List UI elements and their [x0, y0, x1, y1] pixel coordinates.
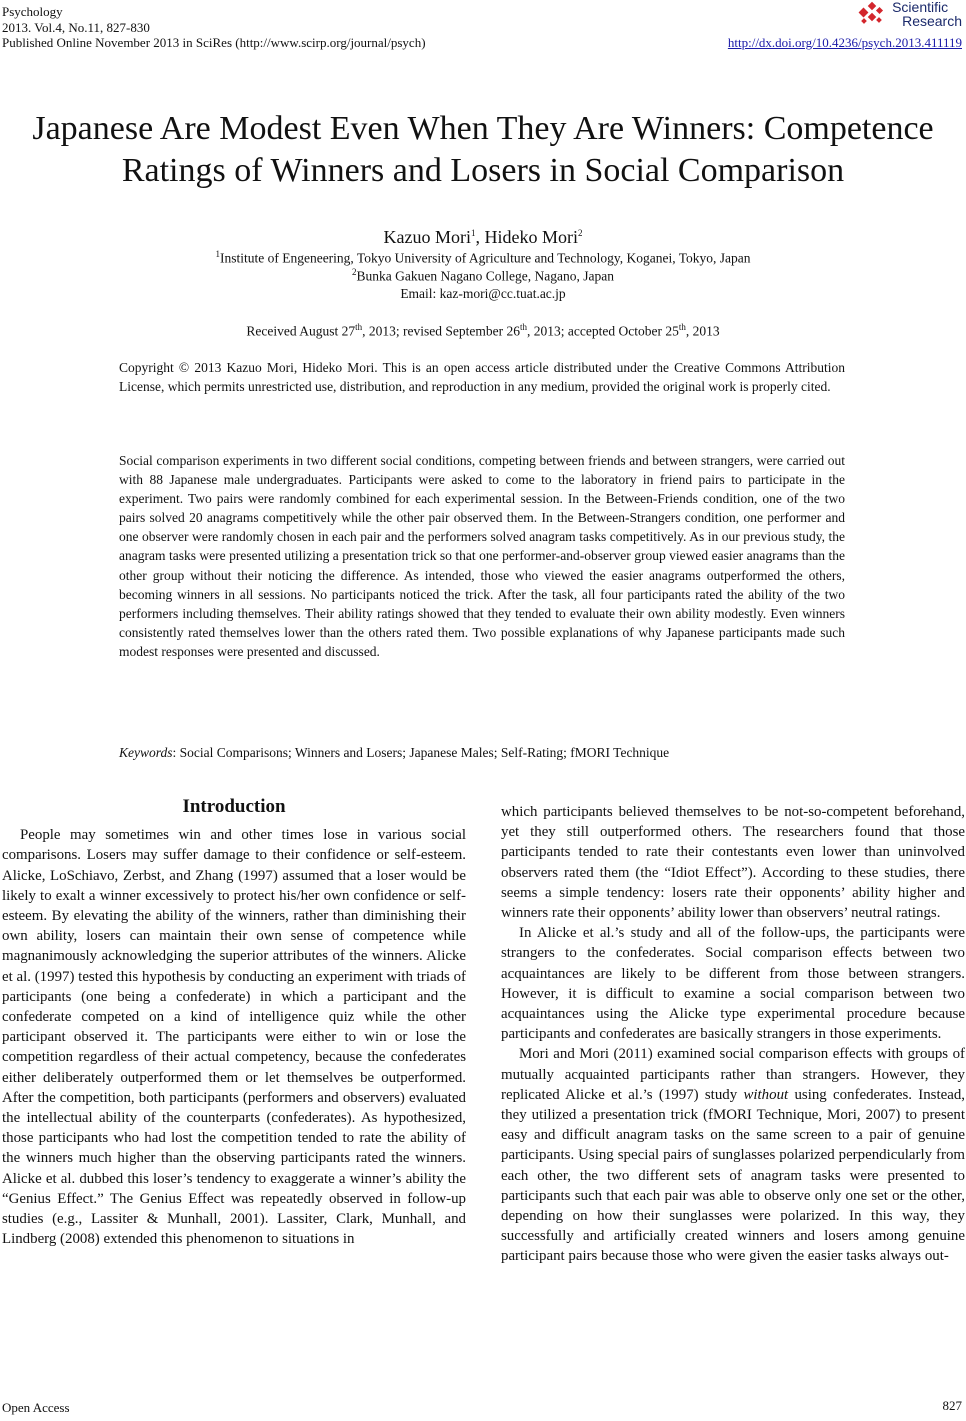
affiliation-1: $^1$Institute of Engeneering, Tokyo University of Agriculture and Technology, Koganei, Tokyo, Japan — [215, 249, 751, 266]
footer-open-access: Open Access — [2, 1400, 70, 1415]
publication-info: Published Online November 2013 in SciRes (http://www.scirp.org/journal/psych) — [2, 35, 426, 50]
author-separator: , — [475, 227, 485, 247]
running-header — [2, 4, 426, 51]
paper-title — [0, 108, 966, 192]
page-number: 827 — [942, 1398, 962, 1413]
author-1-sup: 1 — [470, 228, 476, 238]
volume-info: 2013. Vol.4, No.11, 827-830 — [2, 19, 150, 35]
author-2-sup: 2 — [577, 228, 583, 238]
keywords-label: Keywords — [119, 745, 173, 760]
author-2: Hideko Mori — [484, 227, 578, 247]
publisher-logo — [854, 0, 962, 28]
title-line-2: Ratings of Winners and Losers in Social Comparison — [121, 152, 845, 189]
paragraph: which participants believed themselves to be not-so-competent beforehand, yet they still outperformed others. The researchers found that those participants tended to rate their contestants even lower than uninvolved observers rated them (the “Idiot Effect”). According to these studies, there seems a simple tendency: losers rate their opponents’ ability higher and winners rate their opponents’ ability lower than observers’ neutral ratings. — [501, 804, 965, 922]
paragraph: Mori and Mori (2011) examined social comparison effects with groups of mutually acquainted participants rather than strangers. However, they replicated Alicke et al.’s (1997) study without using confederates. Instead, they utilized a presentation trick (fMORI Technique, Mori, 2007) to present easy and difficult anagram tasks on the same screen to a pair of genuine participants. Using special pairs of sunglasses polarized perpendicularly from each other, the two different sets of anagram tasks were presented to participants such that each pair was able to observe only one set or the other, depending on how their sunglasses were polarized. In this way, they successfully and artificially created winners and losers among genuine participant pairs because those who were given the easier tasks always out- — [501, 1046, 965, 1265]
scientific-research-logo-icon — [854, 1, 888, 27]
affiliation-2: $^2$Bunka Gakuen Nagano College, Nagano, Japan — [351, 267, 615, 284]
logo-wordmark — [892, 0, 962, 28]
authors — [0, 227, 966, 248]
right-column — [501, 802, 965, 1267]
paragraph: People may sometimes win and other times lose in various social comparisons. Losers may suffer damage to their confidence or self-esteem. Alicke, LoSchiavo, Zerbst, and Zhang (1997) assumed that a loser would be likely to exalt a winner excessively to protect his/her own confidence or self-esteem. By elevating the ability of the winners, rather than diminishing their own ability, losers can maintain their own sense of competence while magnanimously acknowledging the superior attributes of the winners. Alicke et al. (1997) tested this hypothesis by conducting an experiment with triads of participants (one being a confederate) in which a participant and the confederate competed on a kind of intelligence quiz while the other participant observed it. The participants were either to win or lose the competition regardless of their actual competency, because the confederates either deliberately outperformed them or let themselves be outperformed. After the competition, both participants (performers and observers) evaluated the intellectual ability of the counterparts (confederates). As hypothesized, those participants who had lost the competition tended to rate the ability of the winners much higher than the observing participants rated the winners. Alicke et al. dubbed this loser’s tendency to exaggerate a winner’s ability the “Genius Effect.” The Genius Effect was repeatedly observed in follow-up studies (e.g., Lassiter & Munhall, 2001). Lassiter, Clark, Munhall, and Lindberg (2008) extended this phenomenon to situations in — [2, 827, 466, 1248]
abstract: Social comparison experiments in two different social conditions, competing between friends and between strangers, were carried out with 88 Japanese male undergraduates. Participants were asked to come to the laboratory in friend pairs to participate in the experiment. Two pairs were randomly combined for each experimental session. In the Between-Friends condition, one of the two pairs solved 20 anagrams competitively while the other pair observed them. In the Between-Strangers condition, one performer and one observer were randomly chosen in each pair and the performers solved anagram tasks competitively. As in our previous study, the anagram tasks were presented utilizing a presentation trick so that one performer-and-observer group viewed easier anagrams than the other group without their noticing the difference. As intended, those who viewed the easier anagrams outperformed the others, becoming winners in all sessions. No participants noticed the trick. After the task, all four participants rated the ability of the two performers including themselves. Their ability ratings showed that they tended to evaluate their own ability modestly. Even winners consistently rated themselves lower than the others rated them. Two possible explanations of why Japanese participants made such modest responses were presented and discussed. — [119, 453, 845, 659]
logo-line-1: Scientific — [892, 0, 949, 15]
left-column — [2, 797, 466, 1249]
affiliation-1-sup: 1 — [215, 249, 220, 259]
section-heading-introduction: Introduction — [182, 796, 286, 817]
received-dates: Received August 27th, 2013; revised September 26th, 2013; accepted October 25th, 2013 — [246, 322, 720, 339]
author-1: Kazuo Mori — [383, 227, 471, 247]
keywords-list: : Social Comparisons; Winners and Losers; Japanese Males; Self-Rating; fMORI Technique — [172, 745, 670, 760]
paragraph: In Alicke et al.’s study and all of the follow-ups, the participants were strangers to the confederates. Social comparison effects between two acquaintances are likely to be different from those between strangers. However, it is difficult to examine a social comparison between two acquaintances using the Alicke type experimental procedure because participants and confederates are basically strangers in those experiments. — [501, 925, 965, 1043]
doi-link[interactable]: http://dx.doi.org/10.4236/psych.2013.411119 — [727, 35, 962, 50]
journal-name: Psychology — [2, 4, 63, 19]
affiliation-2-sup: 2 — [351, 267, 357, 277]
copyright-notice: Copyright © 2013 Kazuo Mori, Hideko Mori. This is an open access article distributed under the Creative Commons Attribution License, which permits unrestricted use, distribution, and reproduction in any medium, provided the original work is properly cited. — [119, 360, 845, 395]
title-line-1: Japanese Are Modest Even When They Are Winners: Competence — [32, 110, 934, 147]
keywords — [119, 743, 845, 762]
email: Email: kaz-mori@cc.tuat.ac.jp — [400, 286, 566, 301]
logo-line-2: Research — [902, 13, 962, 29]
